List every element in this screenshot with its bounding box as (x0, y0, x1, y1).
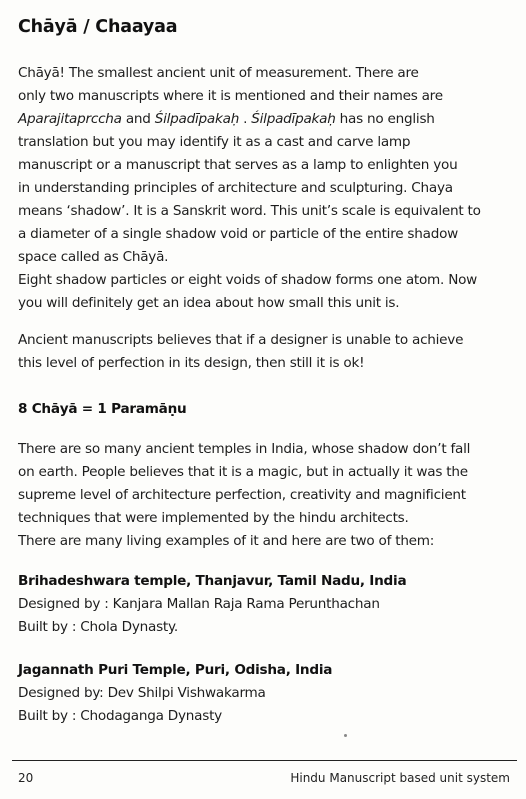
paragraph-line: space called as Chāyā. (18, 249, 169, 265)
paragraph-line: There are many living examples of it and here are two of them: (18, 533, 435, 549)
temples-paragraph (18, 438, 516, 553)
paragraph-line: manuscript or a manuscript that serves as a lamp to enlighten you (18, 157, 458, 173)
paragraph-line: on earth. People believes that it is a magic, but in actually it was the (18, 464, 468, 480)
equation-text: 8 Chāyā = 1 Paramāṇu (18, 401, 187, 417)
intro-paragraph (18, 62, 516, 315)
paragraph-line: means ‘shadow’. It is a Sanskrit word. This unit’s scale is equivalent to (18, 203, 481, 219)
page-number: 20 (18, 771, 34, 785)
unit-equation (18, 398, 516, 421)
temple-entry-jagannath (18, 659, 516, 728)
paragraph-line: There are so many ancient temples in India, whose shadow don’t fall (18, 441, 471, 457)
text-fragment: and (121, 111, 155, 127)
manuscript-name: Śilpadīpakaḥ (154, 111, 240, 127)
temple-designer: Designed by : Kanjara Mallan Raja Rama Perunthachan (18, 596, 380, 612)
paragraph-line: translation but you may identify it as a cast and carve lamp (18, 134, 411, 150)
footer-divider (12, 760, 517, 761)
paragraph-line: only two manuscripts where it is mentioned and their names are (18, 88, 443, 104)
temple-designer: Designed by: Dev Shilpi Vishwakarma (18, 685, 266, 701)
paragraph-line: this level of perfection in its design, then still it is ok! (18, 355, 365, 371)
print-speck (344, 734, 347, 737)
paragraph-line: supreme level of architecture perfection, creativity and magnificient (18, 487, 466, 503)
paragraph-line: a diameter of a single shadow void or particle of the entire shadow (18, 226, 459, 242)
temple-builder: Built by : Chola Dynasty. (18, 619, 178, 635)
paragraph-line: in understanding principles of architecture and sculpturing. Chaya (18, 180, 453, 196)
temple-name: Jagannath Puri Temple, Puri, Odisha, India (18, 662, 333, 678)
manuscript-name: Aparajitaprccha (18, 111, 122, 127)
paragraph-line: you will definitely get an idea about how small this unit is. (18, 295, 400, 311)
text-fragment: has no english (335, 111, 435, 127)
running-footer-title: Hindu Manuscript based unit system (290, 771, 510, 785)
temple-entry-brihadeshwara (18, 570, 516, 639)
temple-name: Brihadeshwara temple, Thanjavur, Tamil Nadu, India (18, 573, 407, 589)
paragraph-line (18, 108, 516, 131)
text-fragment: . (239, 111, 252, 127)
paragraph-line: techniques that were implemented by the hindu architects. (18, 510, 409, 526)
page-title: Chāyā / Chaayaa (18, 17, 178, 37)
manuscript-name: Śilpadīpakaḥ (251, 111, 336, 127)
perfection-paragraph (18, 329, 516, 375)
paragraph-line: Chāyā! The smallest ancient unit of measurement. There are (18, 65, 419, 81)
paragraph-line: Ancient manuscripts believes that if a designer is unable to achieve (18, 332, 464, 348)
temple-builder: Built by : Chodaganga Dynasty (18, 708, 222, 724)
paragraph-line: Eight shadow particles or eight voids of shadow forms one atom. Now (18, 272, 478, 288)
